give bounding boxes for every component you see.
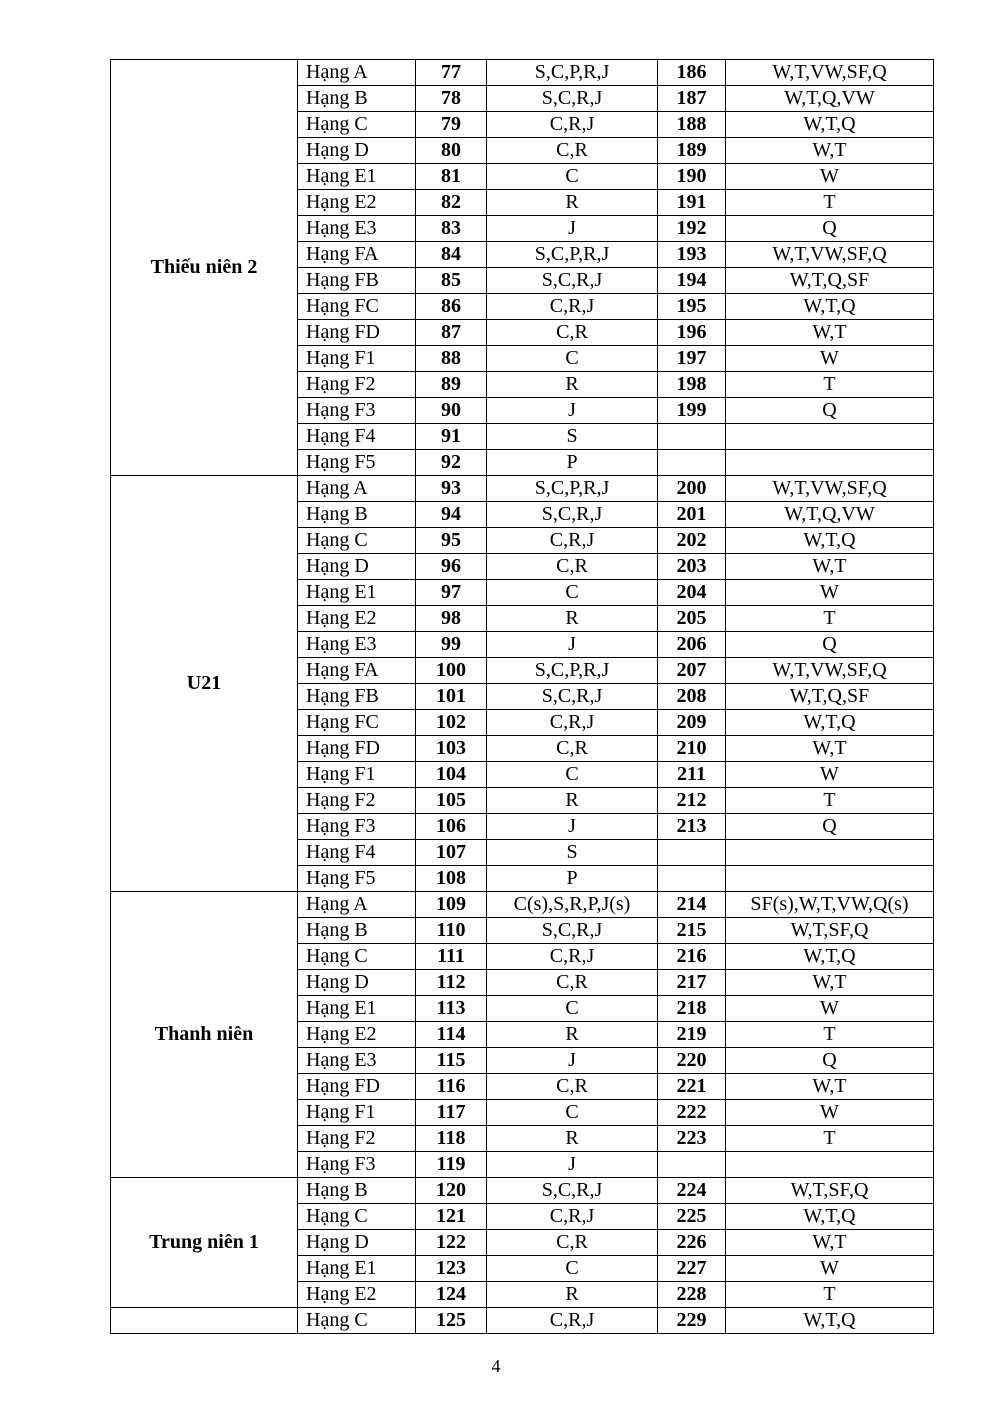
event-number-cell-2: 225 — [658, 1204, 726, 1230]
event-number-cell-2: 224 — [658, 1178, 726, 1204]
rank-cell: Hạng FD — [298, 1074, 416, 1100]
events-cell-2: W,T,SF,Q — [726, 918, 934, 944]
category-cell: U21 — [111, 476, 298, 892]
event-number-cell-2: 194 — [658, 268, 726, 294]
event-number-cell: 108 — [416, 866, 487, 892]
rank-cell: Hạng F1 — [298, 1100, 416, 1126]
events-cell: S — [487, 840, 658, 866]
events-cell: C,R,J — [487, 1308, 658, 1334]
event-number-cell-2: 196 — [658, 320, 726, 346]
event-number-cell: 79 — [416, 112, 487, 138]
event-number-cell: 87 — [416, 320, 487, 346]
events-cell-2: T — [726, 1022, 934, 1048]
events-cell-2: W,T,VW,SF,Q — [726, 242, 934, 268]
events-cell-2: W,T,Q,SF — [726, 268, 934, 294]
event-number-cell-2: 199 — [658, 398, 726, 424]
events-cell: C — [487, 1256, 658, 1282]
events-cell: P — [487, 866, 658, 892]
event-number-cell: 105 — [416, 788, 487, 814]
event-number-cell-2: 206 — [658, 632, 726, 658]
event-number-cell: 94 — [416, 502, 487, 528]
rank-cell: Hạng B — [298, 918, 416, 944]
event-number-cell: 96 — [416, 554, 487, 580]
rank-cell: Hạng C — [298, 944, 416, 970]
events-cell-2: Q — [726, 814, 934, 840]
events-cell-2: W,T,VW,SF,Q — [726, 658, 934, 684]
rank-cell: Hạng FC — [298, 710, 416, 736]
event-number-cell-2: 219 — [658, 1022, 726, 1048]
events-cell: R — [487, 190, 658, 216]
event-number-cell-2: 229 — [658, 1308, 726, 1334]
event-number-cell-2: 192 — [658, 216, 726, 242]
rank-cell: Hạng E2 — [298, 1022, 416, 1048]
schedule-table-body — [111, 60, 934, 1334]
events-cell: C,R,J — [487, 1204, 658, 1230]
rank-cell: Hạng FC — [298, 294, 416, 320]
events-cell: C — [487, 996, 658, 1022]
events-cell: S,C,P,R,J — [487, 658, 658, 684]
events-cell: R — [487, 606, 658, 632]
event-number-cell: 95 — [416, 528, 487, 554]
event-number-cell: 92 — [416, 450, 487, 476]
events-cell: C,R — [487, 736, 658, 762]
events-cell: S,C,R,J — [487, 86, 658, 112]
events-cell: R — [487, 1282, 658, 1308]
rank-cell: Hạng C — [298, 112, 416, 138]
category-cell: Trung niên 1 — [111, 1178, 298, 1308]
events-cell-2: W,T — [726, 320, 934, 346]
events-cell: J — [487, 398, 658, 424]
event-number-cell: 116 — [416, 1074, 487, 1100]
events-cell: C,R,J — [487, 528, 658, 554]
events-cell-2: W,T,Q — [726, 528, 934, 554]
event-number-cell: 110 — [416, 918, 487, 944]
event-number-cell: 123 — [416, 1256, 487, 1282]
event-number-cell: 93 — [416, 476, 487, 502]
event-number-cell-2: 209 — [658, 710, 726, 736]
table-row — [111, 892, 934, 918]
events-cell-2 — [726, 866, 934, 892]
events-cell: P — [487, 450, 658, 476]
events-cell-2: T — [726, 1282, 934, 1308]
events-cell-2: W — [726, 1100, 934, 1126]
rank-cell: Hạng D — [298, 554, 416, 580]
events-cell-2: W — [726, 1256, 934, 1282]
events-cell: C,R — [487, 554, 658, 580]
event-number-cell-2: 221 — [658, 1074, 726, 1100]
events-cell-2: W,T — [726, 970, 934, 996]
event-number-cell-2: 203 — [658, 554, 726, 580]
event-number-cell-2 — [658, 1152, 726, 1178]
events-cell-2: W,T,VW,SF,Q — [726, 476, 934, 502]
event-number-cell: 97 — [416, 580, 487, 606]
events-cell-2: W,T,Q — [726, 1308, 934, 1334]
event-number-cell-2: 227 — [658, 1256, 726, 1282]
rank-cell: Hạng D — [298, 138, 416, 164]
rank-cell: Hạng E3 — [298, 1048, 416, 1074]
event-number-cell: 115 — [416, 1048, 487, 1074]
event-number-cell: 120 — [416, 1178, 487, 1204]
event-number-cell-2: 195 — [658, 294, 726, 320]
event-number-cell-2 — [658, 840, 726, 866]
rank-cell: Hạng FB — [298, 684, 416, 710]
event-number-cell: 101 — [416, 684, 487, 710]
page-number: 4 — [491, 1356, 501, 1376]
rank-cell: Hạng A — [298, 892, 416, 918]
events-cell-2: W,T,Q — [726, 294, 934, 320]
event-number-cell: 91 — [416, 424, 487, 450]
table-row — [111, 60, 934, 86]
events-cell-2: Q — [726, 632, 934, 658]
event-number-cell: 85 — [416, 268, 487, 294]
event-number-cell-2: 208 — [658, 684, 726, 710]
event-number-cell: 106 — [416, 814, 487, 840]
event-number-cell-2: 190 — [658, 164, 726, 190]
category-cell — [111, 1308, 298, 1334]
events-cell: C,R,J — [487, 294, 658, 320]
event-number-cell-2: 187 — [658, 86, 726, 112]
event-number-cell-2 — [658, 424, 726, 450]
event-number-cell-2: 207 — [658, 658, 726, 684]
events-cell-2: W — [726, 580, 934, 606]
events-cell: C — [487, 580, 658, 606]
rank-cell: Hạng C — [298, 1204, 416, 1230]
event-number-cell-2: 228 — [658, 1282, 726, 1308]
rank-cell: Hạng F4 — [298, 840, 416, 866]
rank-cell: Hạng F1 — [298, 762, 416, 788]
rank-cell: Hạng FD — [298, 320, 416, 346]
events-cell: C,R,J — [487, 710, 658, 736]
rank-cell: Hạng F3 — [298, 398, 416, 424]
table-row — [111, 1178, 934, 1204]
event-number-cell-2: 212 — [658, 788, 726, 814]
events-cell: C,R — [487, 970, 658, 996]
events-cell: C,R,J — [487, 944, 658, 970]
events-cell-2 — [726, 450, 934, 476]
events-cell: C,R — [487, 138, 658, 164]
events-cell: C,R,J — [487, 112, 658, 138]
events-cell-2: W,T,Q — [726, 944, 934, 970]
events-cell: S,C,P,R,J — [487, 242, 658, 268]
rank-cell: Hạng B — [298, 502, 416, 528]
event-number-cell: 89 — [416, 372, 487, 398]
events-cell-2: W,T,SF,Q — [726, 1178, 934, 1204]
rank-cell: Hạng F5 — [298, 866, 416, 892]
events-cell: R — [487, 372, 658, 398]
events-cell-2: W,T — [726, 554, 934, 580]
events-cell: J — [487, 632, 658, 658]
rank-cell: Hạng E1 — [298, 164, 416, 190]
schedule-table — [110, 59, 934, 1334]
events-cell: J — [487, 216, 658, 242]
events-cell: C — [487, 1100, 658, 1126]
events-cell: C(s),S,R,P,J(s) — [487, 892, 658, 918]
rank-cell: Hạng E2 — [298, 1282, 416, 1308]
event-number-cell-2: 200 — [658, 476, 726, 502]
event-number-cell: 117 — [416, 1100, 487, 1126]
event-number-cell-2: 191 — [658, 190, 726, 216]
rank-cell: Hạng F3 — [298, 814, 416, 840]
events-cell-2: W,T,Q — [726, 710, 934, 736]
events-cell: S,C,R,J — [487, 918, 658, 944]
rank-cell: Hạng FA — [298, 242, 416, 268]
event-number-cell: 118 — [416, 1126, 487, 1152]
event-number-cell-2: 204 — [658, 580, 726, 606]
events-cell-2: T — [726, 372, 934, 398]
events-cell-2: W,T — [726, 736, 934, 762]
events-cell: S — [487, 424, 658, 450]
events-cell: C — [487, 762, 658, 788]
event-number-cell-2: 213 — [658, 814, 726, 840]
rank-cell: Hạng F3 — [298, 1152, 416, 1178]
events-cell-2 — [726, 424, 934, 450]
event-number-cell: 122 — [416, 1230, 487, 1256]
event-number-cell: 114 — [416, 1022, 487, 1048]
event-number-cell-2: 226 — [658, 1230, 726, 1256]
rank-cell: Hạng A — [298, 60, 416, 86]
events-cell: C,R — [487, 320, 658, 346]
event-number-cell: 124 — [416, 1282, 487, 1308]
events-cell-2: Q — [726, 1048, 934, 1074]
event-number-cell-2: 198 — [658, 372, 726, 398]
rank-cell: Hạng FA — [298, 658, 416, 684]
event-number-cell-2: 193 — [658, 242, 726, 268]
event-number-cell: 119 — [416, 1152, 487, 1178]
event-number-cell: 86 — [416, 294, 487, 320]
rank-cell: Hạng F2 — [298, 1126, 416, 1152]
events-cell: R — [487, 788, 658, 814]
events-cell-2: W,T — [726, 1074, 934, 1100]
event-number-cell: 113 — [416, 996, 487, 1022]
events-cell-2: W — [726, 164, 934, 190]
events-cell-2: Q — [726, 398, 934, 424]
rank-cell: Hạng E2 — [298, 606, 416, 632]
events-cell-2: T — [726, 190, 934, 216]
event-number-cell: 82 — [416, 190, 487, 216]
event-number-cell: 84 — [416, 242, 487, 268]
events-cell-2: W,T,Q — [726, 112, 934, 138]
event-number-cell-2: 205 — [658, 606, 726, 632]
event-number-cell-2: 222 — [658, 1100, 726, 1126]
events-cell-2 — [726, 840, 934, 866]
event-number-cell: 90 — [416, 398, 487, 424]
event-number-cell: 100 — [416, 658, 487, 684]
events-cell: S,C,R,J — [487, 268, 658, 294]
event-number-cell-2: 217 — [658, 970, 726, 996]
events-cell-2: T — [726, 606, 934, 632]
category-cell: Thanh niên — [111, 892, 298, 1178]
event-number-cell: 125 — [416, 1308, 487, 1334]
event-number-cell: 80 — [416, 138, 487, 164]
events-cell: S,C,P,R,J — [487, 476, 658, 502]
rank-cell: Hạng FD — [298, 736, 416, 762]
rank-cell: Hạng C — [298, 1308, 416, 1334]
events-cell: R — [487, 1126, 658, 1152]
event-number-cell-2: 218 — [658, 996, 726, 1022]
event-number-cell: 77 — [416, 60, 487, 86]
events-cell: S,C,P,R,J — [487, 60, 658, 86]
event-number-cell: 111 — [416, 944, 487, 970]
events-cell: S,C,R,J — [487, 502, 658, 528]
event-number-cell: 112 — [416, 970, 487, 996]
table-row — [111, 476, 934, 502]
rank-cell: Hạng C — [298, 528, 416, 554]
event-number-cell-2: 201 — [658, 502, 726, 528]
events-cell-2: W,T,Q,SF — [726, 684, 934, 710]
event-number-cell: 102 — [416, 710, 487, 736]
event-number-cell-2 — [658, 866, 726, 892]
events-cell-2: W — [726, 762, 934, 788]
rank-cell: Hạng E1 — [298, 1256, 416, 1282]
events-cell-2: W,T,Q — [726, 1204, 934, 1230]
events-cell-2: W,T,VW,SF,Q — [726, 60, 934, 86]
events-cell-2: W,T,Q,VW — [726, 502, 934, 528]
rank-cell: Hạng F4 — [298, 424, 416, 450]
events-cell-2: SF(s),W,T,VW,Q(s) — [726, 892, 934, 918]
event-number-cell-2: 211 — [658, 762, 726, 788]
rank-cell: Hạng E1 — [298, 580, 416, 606]
events-cell: J — [487, 1152, 658, 1178]
events-cell: C — [487, 346, 658, 372]
rank-cell: Hạng E3 — [298, 632, 416, 658]
rank-cell: Hạng A — [298, 476, 416, 502]
event-number-cell-2: 202 — [658, 528, 726, 554]
event-number-cell-2: 223 — [658, 1126, 726, 1152]
rank-cell: Hạng FB — [298, 268, 416, 294]
events-cell: C,R — [487, 1230, 658, 1256]
category-cell: Thiếu niên 2 — [111, 60, 298, 476]
events-cell: J — [487, 1048, 658, 1074]
event-number-cell-2: 216 — [658, 944, 726, 970]
event-number-cell: 103 — [416, 736, 487, 762]
event-number-cell: 98 — [416, 606, 487, 632]
rank-cell: Hạng F2 — [298, 372, 416, 398]
event-number-cell: 109 — [416, 892, 487, 918]
events-cell-2 — [726, 1152, 934, 1178]
event-number-cell-2: 220 — [658, 1048, 726, 1074]
table-row — [111, 1308, 934, 1334]
rank-cell: Hạng B — [298, 86, 416, 112]
event-number-cell-2: 210 — [658, 736, 726, 762]
event-number-cell: 78 — [416, 86, 487, 112]
rank-cell: Hạng F1 — [298, 346, 416, 372]
events-cell: R — [487, 1022, 658, 1048]
events-cell: C,R — [487, 1074, 658, 1100]
events-cell-2: Q — [726, 216, 934, 242]
event-number-cell-2: 188 — [658, 112, 726, 138]
event-number-cell-2: 215 — [658, 918, 726, 944]
event-number-cell-2: 186 — [658, 60, 726, 86]
rank-cell: Hạng F5 — [298, 450, 416, 476]
events-cell-2: W,T — [726, 138, 934, 164]
events-cell-2: W — [726, 346, 934, 372]
rank-cell: Hạng E1 — [298, 996, 416, 1022]
events-cell-2: T — [726, 788, 934, 814]
rank-cell: Hạng D — [298, 970, 416, 996]
events-cell: C — [487, 164, 658, 190]
event-number-cell-2: 214 — [658, 892, 726, 918]
event-number-cell: 83 — [416, 216, 487, 242]
event-number-cell-2: 189 — [658, 138, 726, 164]
event-number-cell: 88 — [416, 346, 487, 372]
events-cell: S,C,R,J — [487, 684, 658, 710]
event-number-cell: 81 — [416, 164, 487, 190]
rank-cell: Hạng D — [298, 1230, 416, 1256]
event-number-cell: 99 — [416, 632, 487, 658]
rank-cell: Hạng E3 — [298, 216, 416, 242]
event-number-cell: 121 — [416, 1204, 487, 1230]
rank-cell: Hạng B — [298, 1178, 416, 1204]
event-number-cell: 107 — [416, 840, 487, 866]
events-cell-2: W — [726, 996, 934, 1022]
events-cell-2: T — [726, 1126, 934, 1152]
events-cell: J — [487, 814, 658, 840]
event-number-cell-2: 197 — [658, 346, 726, 372]
event-number-cell: 104 — [416, 762, 487, 788]
rank-cell: Hạng F2 — [298, 788, 416, 814]
events-cell: S,C,R,J — [487, 1178, 658, 1204]
event-number-cell-2 — [658, 450, 726, 476]
events-cell-2: W,T,Q,VW — [726, 86, 934, 112]
events-cell-2: W,T — [726, 1230, 934, 1256]
rank-cell: Hạng E2 — [298, 190, 416, 216]
